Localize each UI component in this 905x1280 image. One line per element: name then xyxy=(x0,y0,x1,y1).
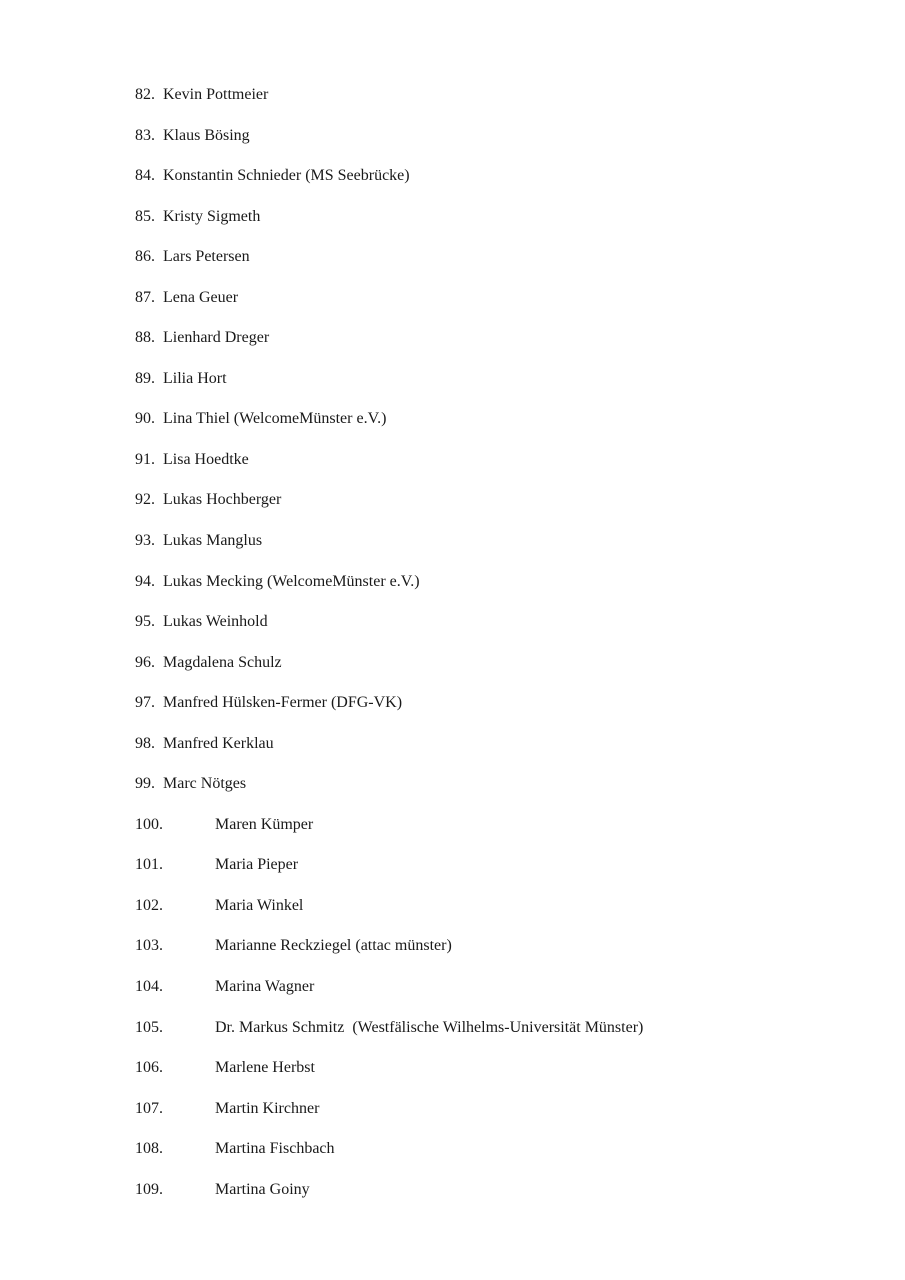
list-item-name: Lina Thiel (WelcomeMünster e.V.) xyxy=(163,410,387,428)
list-item-number: 87. xyxy=(135,288,155,306)
list-item-number: 104. xyxy=(135,978,163,996)
list-item-name: Marina Wagner xyxy=(215,978,315,996)
list-item xyxy=(135,1098,643,1139)
list-item xyxy=(135,571,643,612)
list-item xyxy=(135,530,643,571)
list-item-number: 90. xyxy=(135,410,155,428)
list-item-number: 108. xyxy=(135,1140,163,1158)
list-item-number: 106. xyxy=(135,1059,163,1077)
list-item-name: Konstantin Schnieder (MS Seebrücke) xyxy=(163,167,410,185)
list-item-name: Lars Petersen xyxy=(163,248,250,266)
list-item xyxy=(135,1138,643,1179)
list-item-number: 85. xyxy=(135,207,155,225)
list-item xyxy=(135,489,643,530)
list-item-number: 84. xyxy=(135,167,155,185)
list-item-number: 97. xyxy=(135,694,155,712)
list-item xyxy=(135,287,643,328)
list-item-number: 91. xyxy=(135,450,155,468)
list-item-number: 102. xyxy=(135,896,163,914)
list-item xyxy=(135,773,643,814)
list-item-number: 89. xyxy=(135,369,155,387)
list-item-number: 83. xyxy=(135,126,155,144)
list-item xyxy=(135,84,643,125)
list-item-name: Lukas Mecking (WelcomeMünster e.V.) xyxy=(163,572,420,590)
list-item xyxy=(135,408,643,449)
list-item xyxy=(135,935,643,976)
list-item xyxy=(135,165,643,206)
list-item xyxy=(135,125,643,166)
list-item-number: 93. xyxy=(135,532,155,550)
list-item xyxy=(135,733,643,774)
list-item xyxy=(135,814,643,855)
list-item-name: Kevin Pottmeier xyxy=(163,86,269,103)
list-item-name: Lukas Weinhold xyxy=(163,613,268,631)
list-item xyxy=(135,368,643,409)
list-item-name: Martina Fischbach xyxy=(215,1140,335,1158)
list-item xyxy=(135,652,643,693)
list-item-number: 82. xyxy=(135,86,155,103)
list-item-name: Dr. Markus Schmitz (Westfälische Wilhelms-Universität Münster) xyxy=(215,1018,644,1036)
list-item xyxy=(135,1017,643,1058)
list-item-name: Marlene Herbst xyxy=(215,1059,315,1077)
list-item xyxy=(135,976,643,1017)
list-item xyxy=(135,206,643,247)
list-item-number: 105. xyxy=(135,1018,163,1036)
list-item-name: Martina Goiny xyxy=(215,1180,310,1198)
list-item-name: Lukas Manglus xyxy=(163,532,263,550)
list-item-name: Lena Geuer xyxy=(163,288,239,306)
list-item-number: 100. xyxy=(135,815,163,833)
list-item-name: Maren Kümper xyxy=(215,815,314,833)
list-item-number: 98. xyxy=(135,734,155,752)
list-item xyxy=(135,895,643,936)
list-item-name: Maria Pieper xyxy=(215,856,299,874)
list-item xyxy=(135,449,643,490)
name-list xyxy=(135,84,643,1219)
list-item-name: Martin Kirchner xyxy=(215,1099,320,1117)
list-item-name: Marianne Reckziegel (attac münster) xyxy=(215,937,452,955)
list-item xyxy=(135,854,643,895)
list-item-number: 107. xyxy=(135,1099,163,1117)
list-item-name: Lilia Hort xyxy=(163,369,227,387)
list-item-name: Klaus Bösing xyxy=(163,126,250,144)
list-item xyxy=(135,692,643,733)
list-item-name: Marc Nötges xyxy=(163,775,247,793)
list-item-name: Lukas Hochberger xyxy=(163,491,282,509)
list-item-number: 95. xyxy=(135,613,155,631)
list-item-number: 101. xyxy=(135,856,163,874)
list-item-number: 109. xyxy=(135,1180,163,1198)
list-item-number: 92. xyxy=(135,491,155,509)
list-item-name: Lienhard Dreger xyxy=(163,329,270,347)
list-item-name: Manfred Kerklau xyxy=(163,734,274,752)
list-item-name: Lisa Hoedtke xyxy=(163,450,249,468)
list-item-number: 88. xyxy=(135,329,155,347)
list-item xyxy=(135,246,643,287)
list-item-name: Magdalena Schulz xyxy=(163,653,282,671)
list-item-number: 103. xyxy=(135,937,163,955)
list-item xyxy=(135,1179,643,1220)
list-item-number: 86. xyxy=(135,248,155,266)
list-item-name: Maria Winkel xyxy=(215,896,304,914)
list-item xyxy=(135,327,643,368)
list-item-number: 96. xyxy=(135,653,155,671)
list-item-number: 99. xyxy=(135,775,155,793)
list-item xyxy=(135,1057,643,1098)
list-item xyxy=(135,611,643,652)
list-item-name: Kristy Sigmeth xyxy=(163,207,261,225)
list-item-number: 94. xyxy=(135,572,155,590)
list-item-name: Manfred Hülsken-Fermer (DFG-VK) xyxy=(163,694,403,712)
